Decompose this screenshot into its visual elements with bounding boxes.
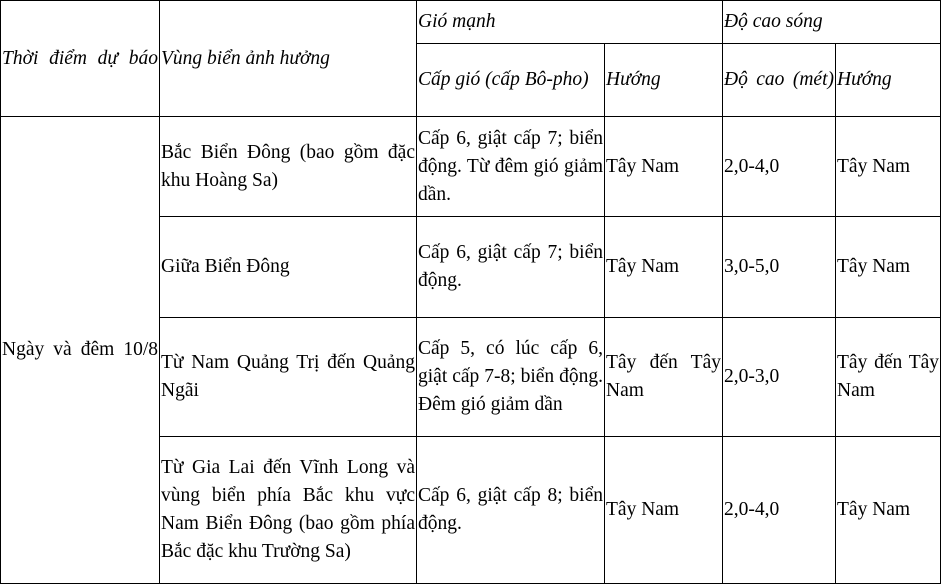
wind-level-cell: Cấp 5, có lúc cấp 6, giật cấp 7-8; biển động. Đêm gió giảm dần	[417, 318, 605, 437]
area-cell: Bắc Biển Đông (bao gồm đặc khu Hoàng Sa)	[160, 117, 417, 217]
area-cell: Từ Gia Lai đến Vĩnh Long và vùng biển phía Bắc khu vực Nam Biển Đông (bao gồm phía Bắc đặc khu Trường Sa)	[160, 437, 417, 584]
header-area: Vùng biển ảnh hưởng	[160, 1, 417, 117]
area-cell: Từ Nam Quảng Trị đến Quảng Ngãi	[160, 318, 417, 437]
header-wave-direction: Hướng	[836, 44, 941, 117]
wave-height-cell: 2,0-3,0	[723, 318, 836, 437]
header-wind-direction: Hướng	[605, 44, 723, 117]
header-time: Thời điểm dự báo	[1, 1, 160, 117]
wave-height-cell: 2,0-4,0	[723, 437, 836, 584]
table-row	[1, 117, 941, 217]
wave-direction-cell: Tây đến Tây Nam	[836, 318, 941, 437]
wind-level-cell: Cấp 6, giật cấp 7; biển động.	[417, 217, 605, 318]
wind-direction-cell: Tây Nam	[605, 117, 723, 217]
header-wave: Độ cao sóng	[723, 1, 941, 44]
wind-level-cell: Cấp 6, giật cấp 7; biển động. Từ đêm gió giảm dần.	[417, 117, 605, 217]
header-wave-height: Độ cao (mét)	[723, 44, 836, 117]
wave-direction-cell: Tây Nam	[836, 437, 941, 584]
wind-direction-cell: Tây Nam	[605, 217, 723, 318]
header-wind-level: Cấp gió (cấp Bô-pho)	[417, 44, 605, 117]
wave-direction-cell: Tây Nam	[836, 117, 941, 217]
wind-direction-cell: Tây đến Tây Nam	[605, 318, 723, 437]
wave-height-cell: 2,0-4,0	[723, 117, 836, 217]
wind-level-cell: Cấp 6, giật cấp 8; biển động.	[417, 437, 605, 584]
wind-direction-cell: Tây Nam	[605, 437, 723, 584]
wave-height-cell: 3,0-5,0	[723, 217, 836, 318]
wave-direction-cell: Tây Nam	[836, 217, 941, 318]
header-wind: Gió mạnh	[417, 1, 723, 44]
forecast-time-cell: Ngày và đêm 10/8	[1, 117, 160, 584]
area-cell: Giữa Biển Đông	[160, 217, 417, 318]
